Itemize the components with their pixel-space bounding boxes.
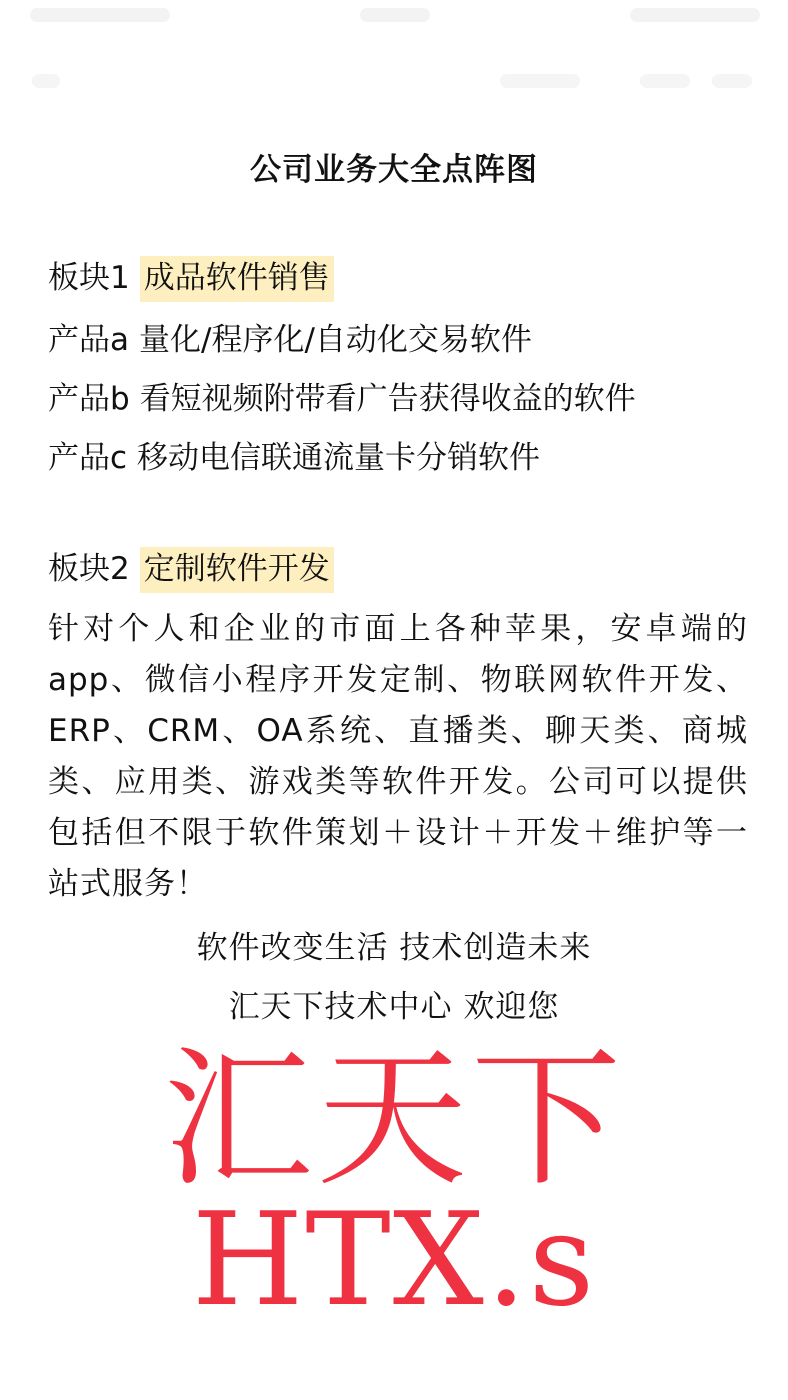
logo-english: HTX.s bbox=[191, 1186, 597, 1335]
product-a-text: 量化/程序化/自动化交易软件 bbox=[139, 322, 532, 358]
product-c-label: 产品c bbox=[48, 440, 128, 476]
section1-label: 板块1 bbox=[48, 260, 130, 296]
status-signal-icon bbox=[30, 8, 170, 22]
section1-heading: 成品软件销售 bbox=[140, 256, 334, 302]
slogan-line-2: 汇天下技术中心 欢迎您 bbox=[228, 989, 560, 1025]
product-a bbox=[48, 318, 532, 362]
product-c-text: 移动电信联通流量卡分销软件 bbox=[137, 440, 541, 476]
nav-bar bbox=[0, 52, 788, 108]
product-b-text: 看短视频附带看广告获得收益的软件 bbox=[139, 381, 636, 417]
page-title: 公司业务大全点阵图 bbox=[250, 152, 538, 188]
product-b bbox=[48, 377, 636, 421]
nav-action-icon[interactable] bbox=[500, 74, 580, 88]
product-a-label: 产品a bbox=[48, 322, 129, 358]
status-battery-icon bbox=[630, 8, 760, 22]
section2-heading: 定制软件开发 bbox=[140, 547, 334, 593]
section1-header bbox=[48, 256, 334, 300]
share-icon[interactable] bbox=[640, 74, 690, 88]
section2-label: 板块2 bbox=[48, 551, 130, 587]
product-b-label: 产品b bbox=[48, 381, 130, 417]
back-icon[interactable] bbox=[32, 74, 60, 88]
slogan-line-1: 软件改变生活 技术创造未来 bbox=[196, 930, 592, 966]
product-c bbox=[48, 436, 540, 480]
status-bar bbox=[0, 0, 788, 40]
status-time bbox=[360, 8, 430, 22]
section2-body: 针对个人和企业的市面上各种苹果，安卓端的app、微信小程序开发定制、物联网软件开发、ERP、CRM、OA系统、直播类、聊天类、商城类、应用类、游戏类等软件开发。公司可以提供包括但不限于软件策划＋设计＋开发＋维护等一站式服务！ bbox=[48, 611, 748, 902]
more-icon[interactable] bbox=[712, 74, 752, 88]
logo-chinese: 汇天下 bbox=[162, 1033, 625, 1207]
section2-header bbox=[48, 547, 334, 591]
